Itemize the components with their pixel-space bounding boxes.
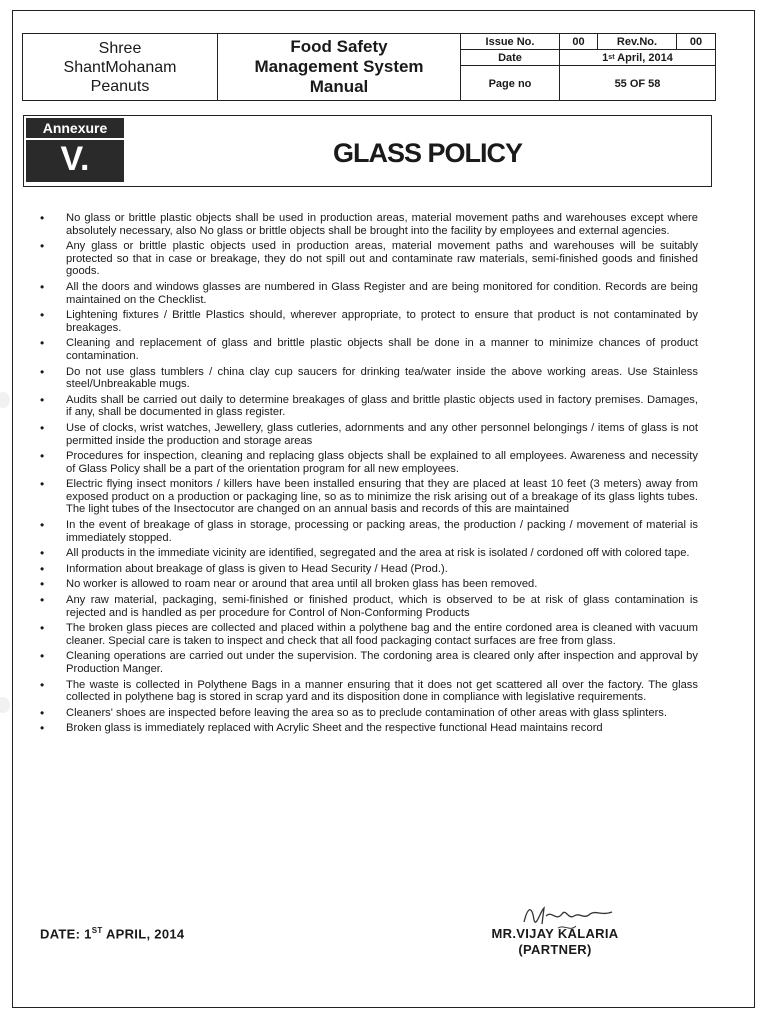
policy-item: • Procedures for inspection, cleaning and replacing glass objects shall be explained to all employees. Awareness and necessity of Glass Policy shall be a part of the orientation program for all new employees. <box>38 450 698 475</box>
date-day: 1 <box>602 51 609 64</box>
footer-date-suffix: ST <box>91 926 103 935</box>
policy-item: • The waste is collected in Polythene Bags in a manner ensuring that it does not get scattered all over the factory. The glass collected in polythene bag is stored in scrap yard and its disposition done in compliance with legislative requirements. <box>38 679 698 704</box>
footer-date-rest: APRIL, 2014 <box>102 926 185 942</box>
policy-item: • Any glass or brittle plastic objects used in production areas, material movement paths and warehouses will be suitably protected so that in case or breakage, they do not spill out and contaminate raw materials, semi-finished goods and finished goods. <box>38 240 698 278</box>
policy-list <box>38 212 698 738</box>
footer-date-prefix: DATE: 1 <box>40 926 92 942</box>
policy-item: • All products in the immediate vicinity are identified, segregated and the area at risk is isolated / cordoned off with colored tape. <box>38 547 698 560</box>
policy-item: • Lightening fixtures / Brittle Plastics should, wherever appropriate, to protect to ensure that product is not contaminated by breakages. <box>38 309 698 334</box>
rev-label: Rev.No. <box>598 34 677 49</box>
page-label: Page no <box>461 66 560 101</box>
punch-hole <box>0 697 10 713</box>
policy-item: • In the event of breakage of glass in storage, processing or packing areas, the production / packing / movement of material is immediately stopped. <box>38 519 698 544</box>
date-row <box>461 50 715 66</box>
issue-row <box>461 34 715 50</box>
issue-label: Issue No. <box>461 34 560 49</box>
date-value <box>560 50 715 65</box>
policy-item: • No glass or brittle plastic objects shall be used in production areas, material movement paths and warehouses except where absolutely necessary, also No glass or brittle objects shall be brought into the facility by employees and external agencies. <box>38 212 698 237</box>
signatory-block <box>470 926 640 958</box>
date-label: Date <box>461 50 560 65</box>
annexure-label: Annexure <box>26 120 124 140</box>
annexure-banner <box>23 115 712 187</box>
page-row <box>461 66 715 101</box>
policy-item: • Do not use glass tumblers / china clay cup saucers for drinking tea/water inside the above working areas. Use Stainless steel/Unbreakable mugs. <box>38 366 698 391</box>
footer-date <box>40 926 184 941</box>
policy-item: • Electric flying insect monitors / killers have been installed ensuring that they are placed at least 10 feet (3 meters) away from exposed product on a production or packaging line, so as to minimize the risk arising out of a breakage of its glass lights tubes. The light tubes of the Insectocutor are changed on an annual basis and records of this are maintained <box>38 478 698 516</box>
policy-item: • The broken glass pieces are collected and placed within a polythene bag and the entire cordoned area is cleaned with vacuum cleaner. Special care is taken to inspect and check that all food packaging contact surfaces are free from glass. <box>38 622 698 647</box>
document-header <box>22 33 716 101</box>
date-rest: April, 2014 <box>614 51 673 64</box>
signatory-role: (PARTNER) <box>518 942 592 957</box>
policy-item: • Cleaning and replacement of glass and brittle plastic objects shall be done in a manner to minimize chances of product contamination. <box>38 337 698 362</box>
rev-value: 00 <box>689 35 703 48</box>
annexure-number: V. <box>60 140 90 178</box>
policy-item: • Information about breakage of glass is given to Head Security / Head (Prod.). <box>38 563 698 576</box>
policy-item: • Any raw material, packaging, semi-finished or finished product, which is observed to be at risk of glass contamination is rejected and is handled as per procedure for Control of Non-Conforming Products <box>38 594 698 619</box>
policy-item: • No worker is allowed to roam near or around that area until all broken glass has been removed. <box>38 578 698 591</box>
issue-value: 00 <box>560 34 598 49</box>
company-name: Shree ShantMohanam Peanuts <box>23 34 218 100</box>
date-suffix: st <box>608 54 615 61</box>
document-meta <box>461 34 715 100</box>
signatory-name: MR.VIJAY KALARIA <box>491 926 619 941</box>
policy-item: • Audits shall be carried out daily to determine breakages of glass and brittle plastic objects used in factory premises. Damages, if any, shall be documented in glass register. <box>38 394 698 419</box>
policy-item: • All the doors and windows glasses are numbered in Glass Register and are being monitored for condition. Records are being maintained on the Checklist. <box>38 281 698 306</box>
manual-title: Food Safety Management System Manual <box>218 34 461 100</box>
policy-item: • Cleaners' shoes are inspected before leaving the area so as to preclude contamination of other areas with glass splinters. <box>38 707 698 720</box>
policy-item: • Cleaning operations are carried out under the supervision. The cordoning area is cleared only after inspection and approval by Production Manger. <box>38 650 698 675</box>
policy-title: GLASS POLICY <box>332 138 523 168</box>
punch-hole <box>0 392 10 408</box>
policy-item: • Use of clocks, wrist watches, Jewellery, glass cutleries, adornments and any other personnel belongings / items of glass is not permitted inside the production and storage areas <box>38 422 698 447</box>
policy-item: • Broken glass is immediately replaced with Acrylic Sheet and the respective functional Head maintains record <box>38 722 698 735</box>
page-value: 55 OF 58 <box>614 77 661 90</box>
